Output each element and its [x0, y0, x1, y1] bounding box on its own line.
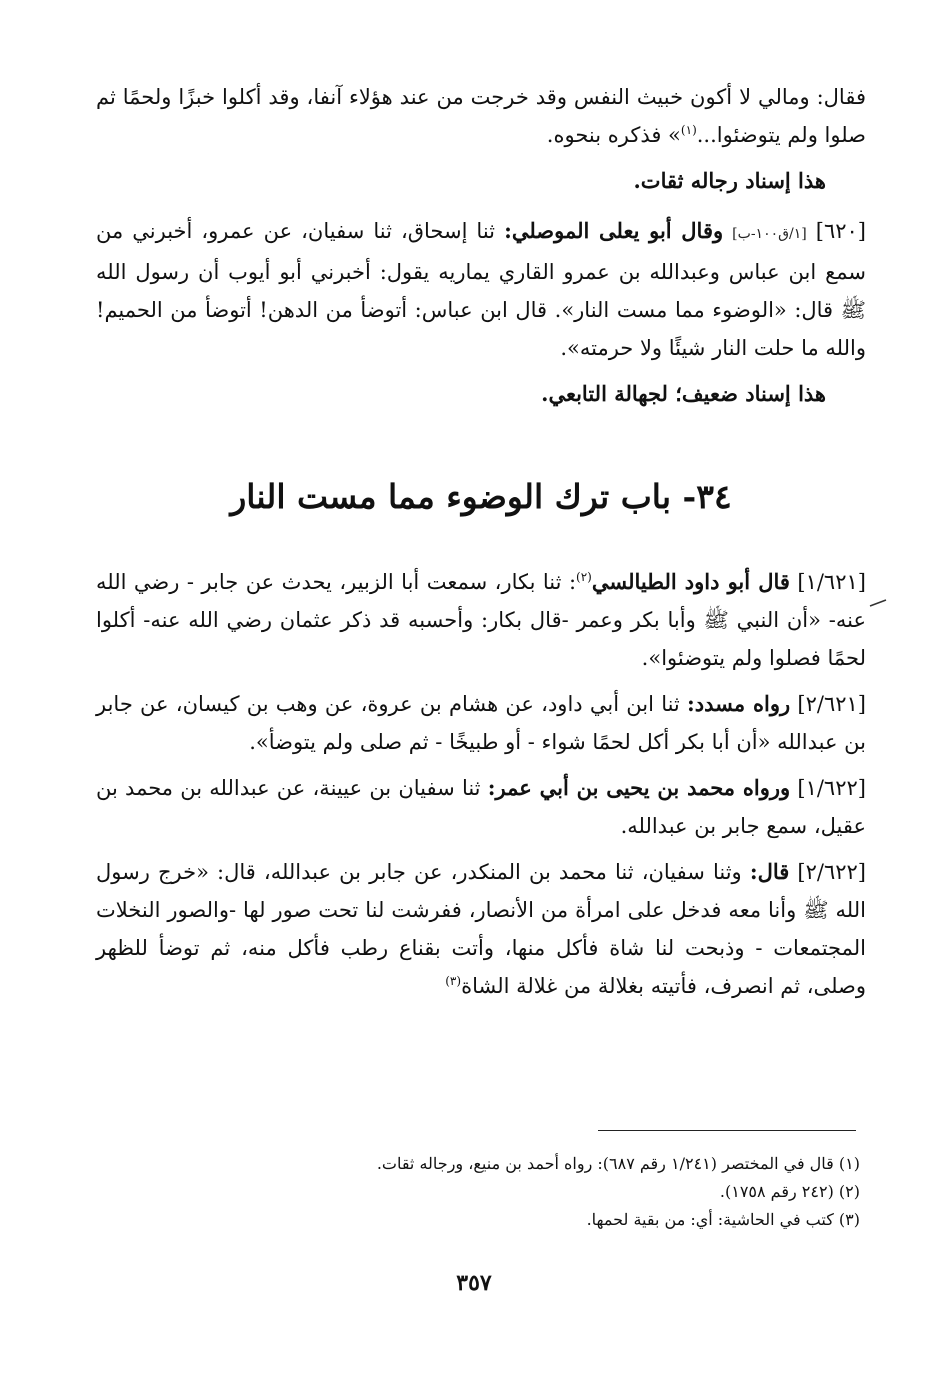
narrator: وقال أبو يعلى الموصلي: [504, 218, 724, 243]
hadith-622-2 [96, 853, 866, 1005]
paragraph-text: فقال: ومالي لا أكون خبيث النفس وقد خرجت من عند هؤلاء آنفا، وقد أكلوا خبزًا ولحمًا ثم صلوا ولم يتوضئوا... [96, 85, 866, 147]
footnote-3: (٣) كتب في الحاشية: أي: من بقية لحمها. [586, 1210, 860, 1229]
margin-mark-icon [868, 598, 888, 608]
hadith-text: : ثنا بكار، سمعت أبا الزبير، يحدث عن جابر - رضي الله عنه- «أن النبي ﷺ وأبا بكر وعمر -قال بكار: وأحسبه قد ذكر عثمان رضي الله عنه- أكلوا لحمًا فصلوا ولم يتوضئوا». [96, 570, 866, 670]
footnote-2: (٢) (٢٤٢ رقم ١٧٥٨). [719, 1182, 860, 1201]
hadith-text: وثنا سفيان، ثنا محمد بن المنكدر، عن جابر بن عبدالله، قال: «خرج رسول الله ﷺ وأنا معه فدخل على امرأة من الأنصار، ففرشت لنا تحت صور لها -والصور النخلات المجتمعات - وذبحت لنا شاة فأكل منها، وأتت بقناع رطب فأكل منه، ثم توضأ للظهر وصلى، ثم انصرف، فأتيته بغلالة من غلالة الشاة [96, 860, 866, 998]
footnote-divider [598, 1130, 856, 1131]
hadith-number: [١/٦٢١] [797, 570, 866, 594]
hadith-number: [٦٢٠] [815, 219, 866, 243]
manuscript-ref: [١/ق١٠٠-ب] [732, 226, 807, 242]
isnad-grade: هذا إسناد رجاله ثقات. [633, 168, 826, 193]
footnote-1: (١) قال في المختصر (١/٢٤١ رقم ٦٨٧): رواه أحمد بن منيع، ورجاله ثقات. [376, 1154, 860, 1173]
page-body [96, 78, 866, 1013]
hadith-621-2 [96, 685, 866, 761]
hadith-620 [96, 212, 866, 367]
isnad-grade: هذا إسناد ضعيف؛ لجهالة التابعي. [541, 381, 826, 406]
footnote-ref: (٢) [576, 570, 592, 584]
hadith-number: [٢/٦٢١] [797, 692, 866, 716]
hadith-text: ثنا إسحاق، ثنا سفيان، عن عمرو، أخبرني من سمع ابن عباس وعبدالله بن عمرو القاري يماريه يقول: أخبرني أبو أيوب أن رسول الله ﷺ قال: «الوضوء مما مست النار». قال ابن عباس: أتوضأ من الدهن! أتوضأ من الحميم! والله ما حلت النار شيئًا ولا حرمته». [96, 219, 866, 360]
paragraph-text: » فذكره بنحوه. [546, 123, 681, 147]
hadith-text: ثنا سفيان بن عيينة، عن عبدالله بن محمد بن عقيل، سمع جابر بن عبدالله. [96, 776, 866, 838]
narrator: قال أبو داود الطيالسي [591, 569, 790, 594]
hadith-number: [١/٦٢٢] [797, 776, 866, 800]
hadith-number: [٢/٦٢٢] [797, 860, 866, 884]
narrator: رواه مسدد: [687, 691, 791, 716]
hadith-text: ثنا ابن أبي داود، عن هشام بن عروة، عن وهب بن كيسان، عن جابر بن عبدالله «أن أبا بكر أكل لحمًا شواء - أو طبيخًا - ثم صلى ولم يتوضأ». [96, 692, 866, 754]
paragraph-continuation [96, 78, 866, 154]
footnotes [230, 1150, 860, 1234]
hadith-622-1 [96, 769, 866, 845]
hadith-621-1 [96, 563, 866, 677]
footnote-ref: (١) [680, 123, 697, 137]
narrator: قال: [749, 859, 790, 884]
narrator: ورواه محمد بن يحيى بن أبي عمر: [487, 775, 791, 800]
page-number: ٣٥٧ [456, 1270, 492, 1296]
chapter-title: ٣٤- باب ترك الوضوء مما مست النار [230, 477, 732, 516]
footnote-ref: (٣) [445, 974, 462, 988]
